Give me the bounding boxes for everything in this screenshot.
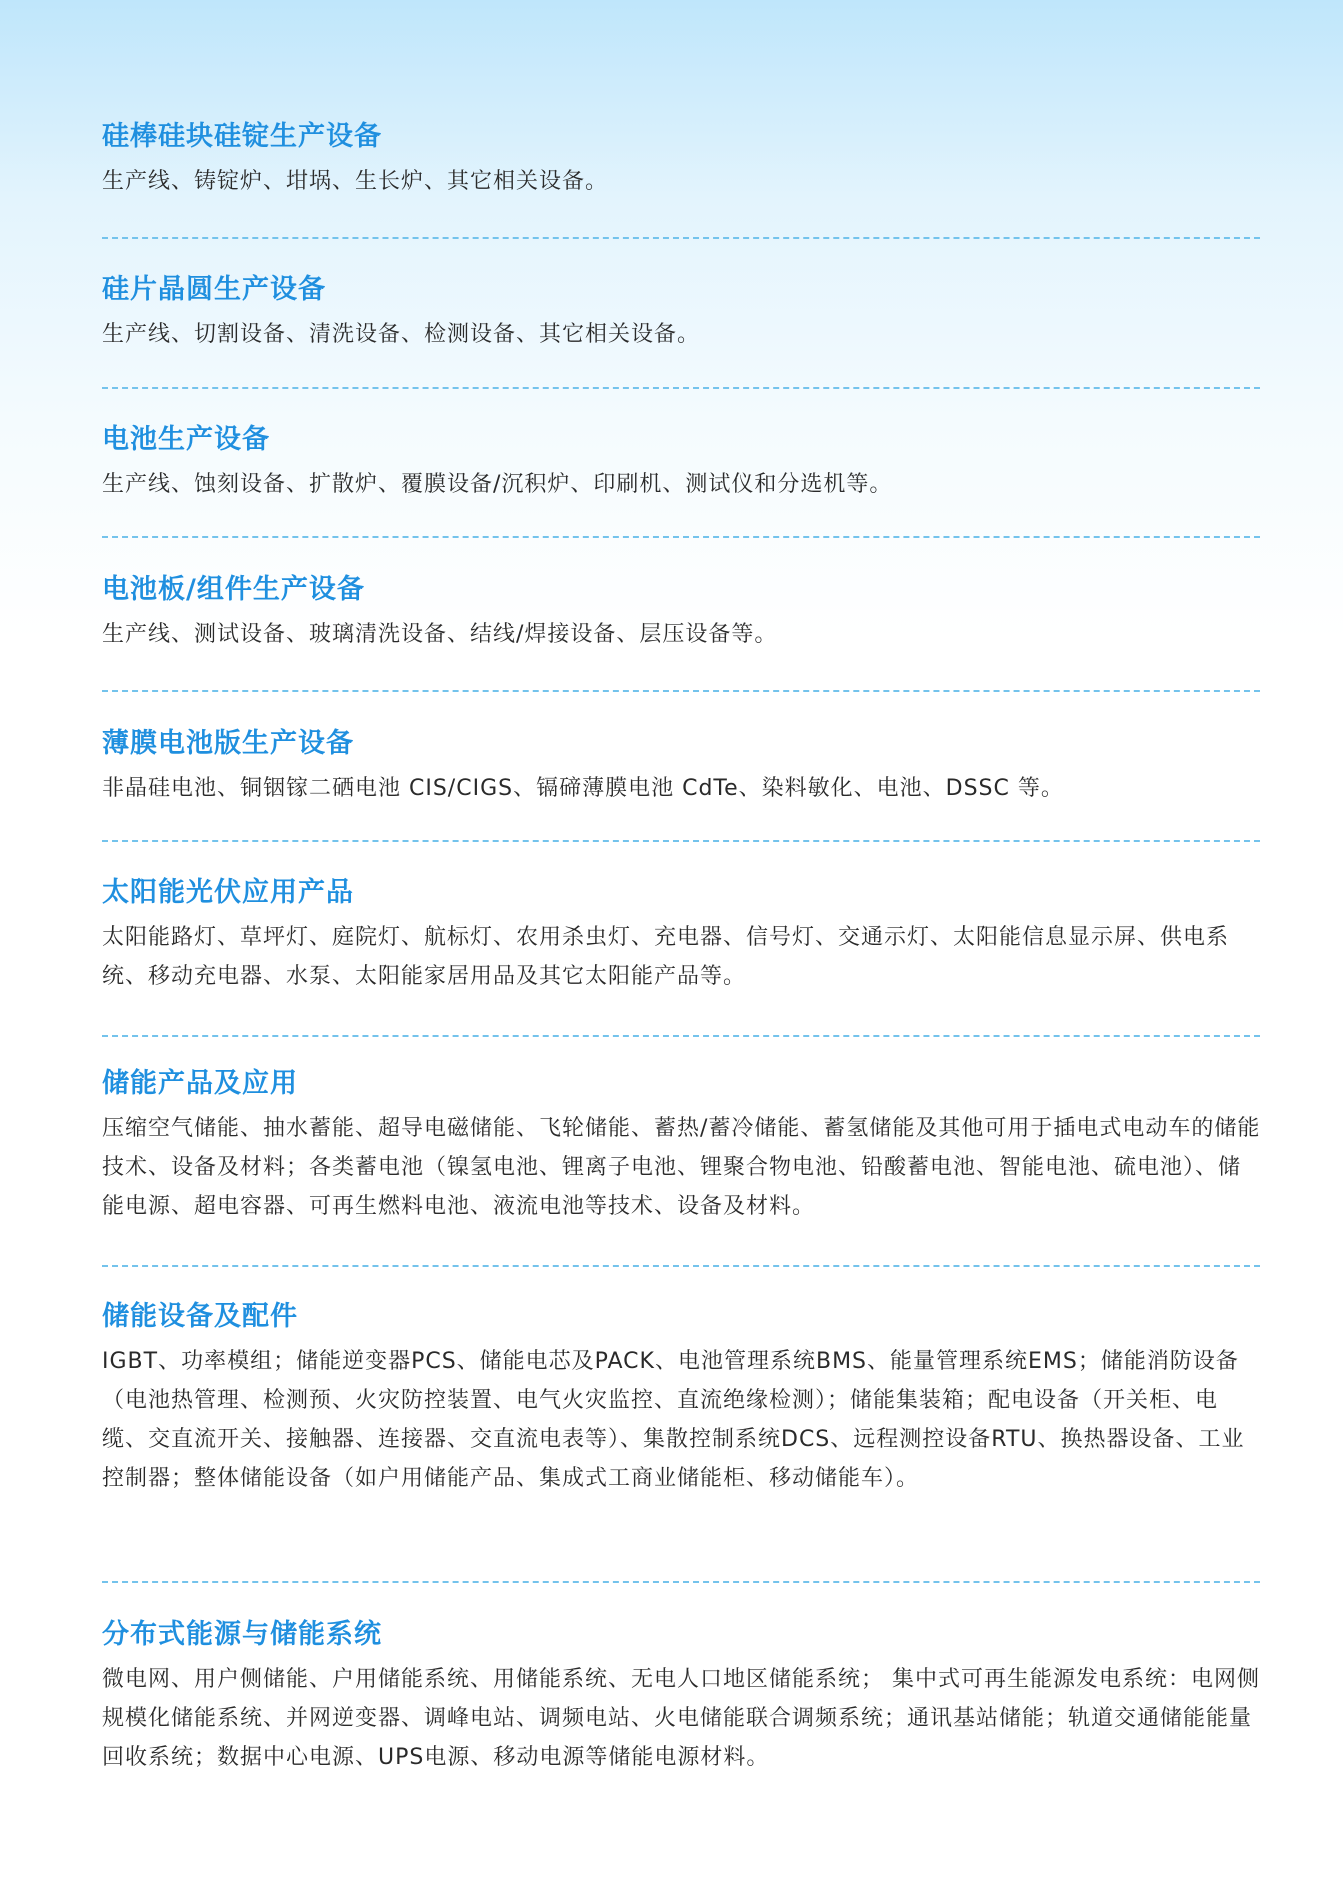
section-module-equipment	[102, 573, 1262, 654]
dashed-divider	[102, 237, 1260, 239]
section-thin-film-equipment	[102, 727, 1262, 808]
section-title: 储能设备及配件	[102, 1301, 298, 1332]
section-cell-production-equipment	[102, 423, 1262, 504]
section-title: 储能产品及应用	[102, 1068, 298, 1099]
section-description: 生产线、蚀刻设备、扩散炉、覆膜设备/沉积炉、印刷机、测试仪和分选机等。	[102, 472, 893, 497]
section-title: 分布式能源与储能系统	[102, 1619, 382, 1650]
section-title: 太阳能光伏应用产品	[102, 877, 354, 908]
dashed-divider	[102, 1581, 1260, 1583]
section-wafer-equipment	[102, 273, 1262, 354]
section-description: 生产线、铸锭炉、坩埚、生长炉、其它相关设备。	[102, 169, 609, 194]
section-title: 薄膜电池版生产设备	[102, 728, 354, 759]
section-silicon-ingot-equipment	[102, 120, 1262, 201]
dashed-divider	[102, 536, 1260, 538]
section-description: 生产线、测试设备、玻璃清洗设备、结线/焊接设备、层压设备等。	[102, 622, 778, 647]
section-distributed-energy	[102, 1618, 1262, 1777]
section-description: 太阳能路灯、草坪灯、庭院灯、航标灯、农用杀虫灯、充电器、信号灯、交通示灯、太阳能信息显示屏、供电系统、移动充电器、水泵、太阳能家居用品及其它太阳能产品等。	[102, 925, 1230, 989]
dashed-divider	[102, 690, 1260, 692]
dashed-divider	[102, 387, 1260, 389]
section-pv-applications	[102, 876, 1262, 996]
section-description: 微电网、用户侧储能、户用储能系统、用储能系统、无电人口地区储能系统； 集中式可再生能源发电系统：电网侧规模化储能系统、并网逆变器、调峰电站、调频电站、火电储能联合调频系统；通讯基站储能；轨道交通储能能量回收系统；数据中心电源、UPS电源、移动电源等储能电源材料。	[102, 1667, 1260, 1770]
section-description: 压缩空气储能、抽水蓄能、超导电磁储能、飞轮储能、蓄热/蓄冷储能、蓄氢储能及其他可用于插电式电动车的储能技术、设备及材料；各类蓄电池（镍氢电池、锂离子电池、锂聚合物电池、铅酸蓄电池、智能电池、硫电池）、储能电源、超电容器、可再生燃料电池、液流电池等技术、设备及材料。	[102, 1116, 1261, 1219]
section-title: 硅片晶圆生产设备	[102, 274, 326, 305]
section-title: 电池板/组件生产设备	[102, 574, 365, 605]
section-description: 生产线、切割设备、清洗设备、检测设备、其它相关设备。	[102, 322, 701, 347]
section-storage-equipment	[102, 1300, 1262, 1498]
section-storage-products	[102, 1067, 1262, 1226]
section-description: 非晶硅电池、铜铟镓二硒电池 CIS/CIGS、镉碲薄膜电池 CdTe、染料敏化、电池、DSSC 等。	[102, 776, 1064, 801]
section-description: IGBT、功率模组；储能逆变器PCS、储能电芯及PACK、电池管理系统BMS、能量管理系统EMS；储能消防设备（电池热管理、检测预、火灾防控装置、电气火灾监控、直流绝缘检测）；储能集装箱；配电设备（开关柜、电缆、交直流开关、接触器、连接器、交直流电表等）、集散控制系统DCS、远程测控设备RTU、换热器设备、工业控制器；整体储能设备（如户用储能产品、集成式工商业储能柜、移动储能车）。	[102, 1349, 1245, 1491]
dashed-divider	[102, 1035, 1260, 1037]
dashed-divider	[102, 1265, 1260, 1267]
section-title: 硅棒硅块硅锭生产设备	[102, 121, 382, 152]
dashed-divider	[102, 840, 1260, 842]
section-title: 电池生产设备	[102, 424, 270, 455]
